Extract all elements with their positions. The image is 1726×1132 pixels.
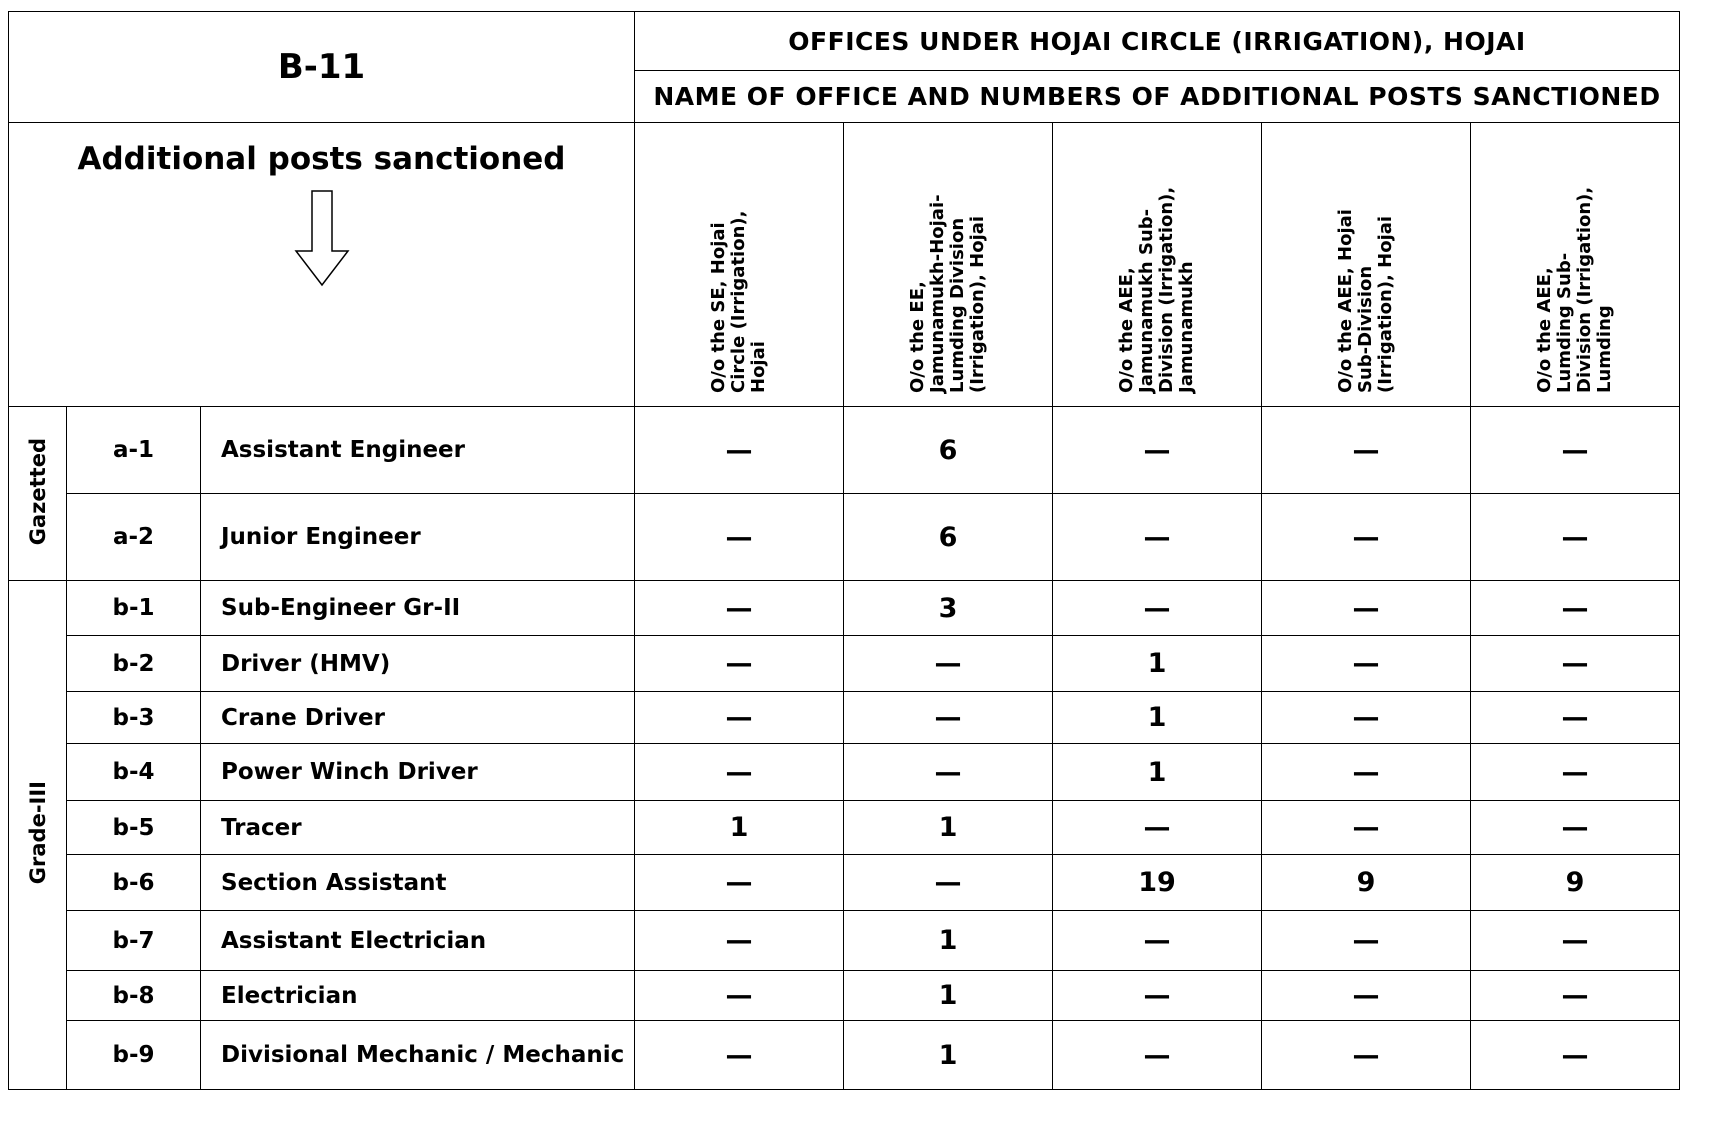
- post-name: Section Assistant: [201, 855, 635, 911]
- post-count: —: [1262, 744, 1471, 801]
- table-code: B-11: [277, 47, 366, 87]
- post-name: Sub-Engineer Gr-II: [201, 581, 635, 636]
- table-row: [9, 581, 1680, 636]
- table-code-cell: [9, 12, 635, 123]
- table-row: [9, 1021, 1680, 1090]
- post-count: 9: [1262, 855, 1471, 911]
- post-count: 1: [844, 971, 1053, 1021]
- office-header-cell: [1262, 123, 1471, 407]
- post-code: b-5: [67, 801, 201, 855]
- post-count: —: [635, 855, 844, 911]
- post-count: 9: [1471, 855, 1680, 911]
- office-header-cell: [1053, 123, 1262, 407]
- post-code: b-7: [67, 911, 201, 971]
- group-label-cell: [9, 581, 67, 1090]
- post-count: —: [635, 636, 844, 692]
- post-code: a-1: [67, 407, 201, 494]
- post-code: b-6: [67, 855, 201, 911]
- office-header-cell: [635, 123, 844, 407]
- table-row: [9, 494, 1680, 581]
- post-count: —: [1262, 1021, 1471, 1090]
- post-count: —: [635, 692, 844, 744]
- offices-title-cell: [635, 12, 1680, 71]
- office-name: O/o the AEE, Jamunamukh Sub- Division (Irrigation), Jamunamukh: [1116, 186, 1197, 393]
- post-name: Assistant Engineer: [201, 407, 635, 494]
- offices-title: OFFICES UNDER HOJAI CIRCLE (IRRIGATION), HOJAI: [788, 26, 1526, 56]
- post-name: Assistant Electrician: [201, 911, 635, 971]
- post-count: —: [844, 692, 1053, 744]
- post-count: —: [635, 744, 844, 801]
- post-count: —: [1053, 1021, 1262, 1090]
- table-row: [9, 801, 1680, 855]
- post-count: —: [1053, 801, 1262, 855]
- table-row: [9, 636, 1680, 692]
- post-count: —: [1262, 636, 1471, 692]
- post-code: b-8: [67, 971, 201, 1021]
- table-row: [9, 971, 1680, 1021]
- post-count: —: [1262, 407, 1471, 494]
- table-row: [9, 855, 1680, 911]
- post-count: —: [1471, 581, 1680, 636]
- post-count: 1: [844, 801, 1053, 855]
- post-count: 6: [844, 494, 1053, 581]
- post-count: 1: [1053, 636, 1262, 692]
- post-count: —: [1262, 494, 1471, 581]
- post-code: a-2: [67, 494, 201, 581]
- post-count: —: [844, 744, 1053, 801]
- post-code: b-3: [67, 692, 201, 744]
- post-count: —: [1471, 744, 1680, 801]
- post-name: Power Winch Driver: [201, 744, 635, 801]
- table-row: [9, 744, 1680, 801]
- post-count: 1: [1053, 692, 1262, 744]
- office-name: O/o the AEE, Hojai Sub-Division (Irrigation), Hojai: [1335, 208, 1396, 393]
- post-count: 3: [844, 581, 1053, 636]
- post-count: —: [1471, 971, 1680, 1021]
- post-count: —: [1053, 494, 1262, 581]
- post-code: b-4: [67, 744, 201, 801]
- posts-label: Additional posts sanctioned: [77, 141, 566, 177]
- post-count: —: [635, 1021, 844, 1090]
- sanctioned-posts-table: [8, 11, 1680, 1090]
- group-label: Grade-III: [25, 781, 50, 885]
- post-count: 6: [844, 407, 1053, 494]
- post-count: —: [844, 855, 1053, 911]
- post-count: —: [1471, 407, 1680, 494]
- group-label-cell: [9, 407, 67, 581]
- table-row: [9, 407, 1680, 494]
- post-count: 1: [1053, 744, 1262, 801]
- post-count: —: [1471, 1021, 1680, 1090]
- post-count: —: [1262, 801, 1471, 855]
- post-count: —: [1053, 971, 1262, 1021]
- post-name: Crane Driver: [201, 692, 635, 744]
- post-count: —: [635, 971, 844, 1021]
- post-count: —: [1053, 407, 1262, 494]
- group-label: Gazetted: [25, 437, 50, 546]
- post-count: —: [635, 911, 844, 971]
- post-count: —: [1053, 911, 1262, 971]
- post-count: 19: [1053, 855, 1262, 911]
- post-count: —: [1471, 636, 1680, 692]
- post-name: Electrician: [201, 971, 635, 1021]
- table-row: [9, 911, 1680, 971]
- post-count: —: [1262, 581, 1471, 636]
- post-code: b-2: [67, 636, 201, 692]
- office-header-cell: [1471, 123, 1680, 407]
- post-name: Tracer: [201, 801, 635, 855]
- post-count: —: [635, 581, 844, 636]
- post-count: —: [1262, 692, 1471, 744]
- posts-label-cell: [9, 123, 635, 407]
- post-count: —: [1262, 911, 1471, 971]
- post-name: Junior Engineer: [201, 494, 635, 581]
- office-header-cell: [844, 123, 1053, 407]
- arrow-down-icon: [292, 189, 352, 289]
- post-count: —: [1053, 581, 1262, 636]
- table-row: [9, 692, 1680, 744]
- post-name: Divisional Mechanic / Mechanic: [201, 1021, 635, 1090]
- post-count: —: [1471, 801, 1680, 855]
- post-count: —: [844, 636, 1053, 692]
- post-count: —: [1471, 494, 1680, 581]
- post-count: 1: [635, 801, 844, 855]
- post-count: —: [1471, 911, 1680, 971]
- office-name: O/o the AEE, Lumding Sub- Division (Irrigation), Lumding: [1534, 186, 1615, 393]
- office-name: O/o the SE, Hojai Circle (Irrigation), Hojai: [708, 210, 769, 393]
- post-count: —: [1262, 971, 1471, 1021]
- post-name: Driver (HMV): [201, 636, 635, 692]
- post-count: 1: [844, 911, 1053, 971]
- offices-subtitle: NAME OF OFFICE AND NUMBERS OF ADDITIONAL POSTS SANCTIONED: [653, 82, 1661, 111]
- offices-subtitle-cell: [635, 71, 1680, 123]
- post-count: 1: [844, 1021, 1053, 1090]
- post-code: b-1: [67, 581, 201, 636]
- post-count: —: [1471, 692, 1680, 744]
- post-count: —: [635, 494, 844, 581]
- office-name: O/o the EE, Jamunamukh-Hojai- Lumding Division (Irrigation), Hojai: [907, 193, 988, 393]
- post-code: b-9: [67, 1021, 201, 1090]
- post-count: —: [635, 407, 844, 494]
